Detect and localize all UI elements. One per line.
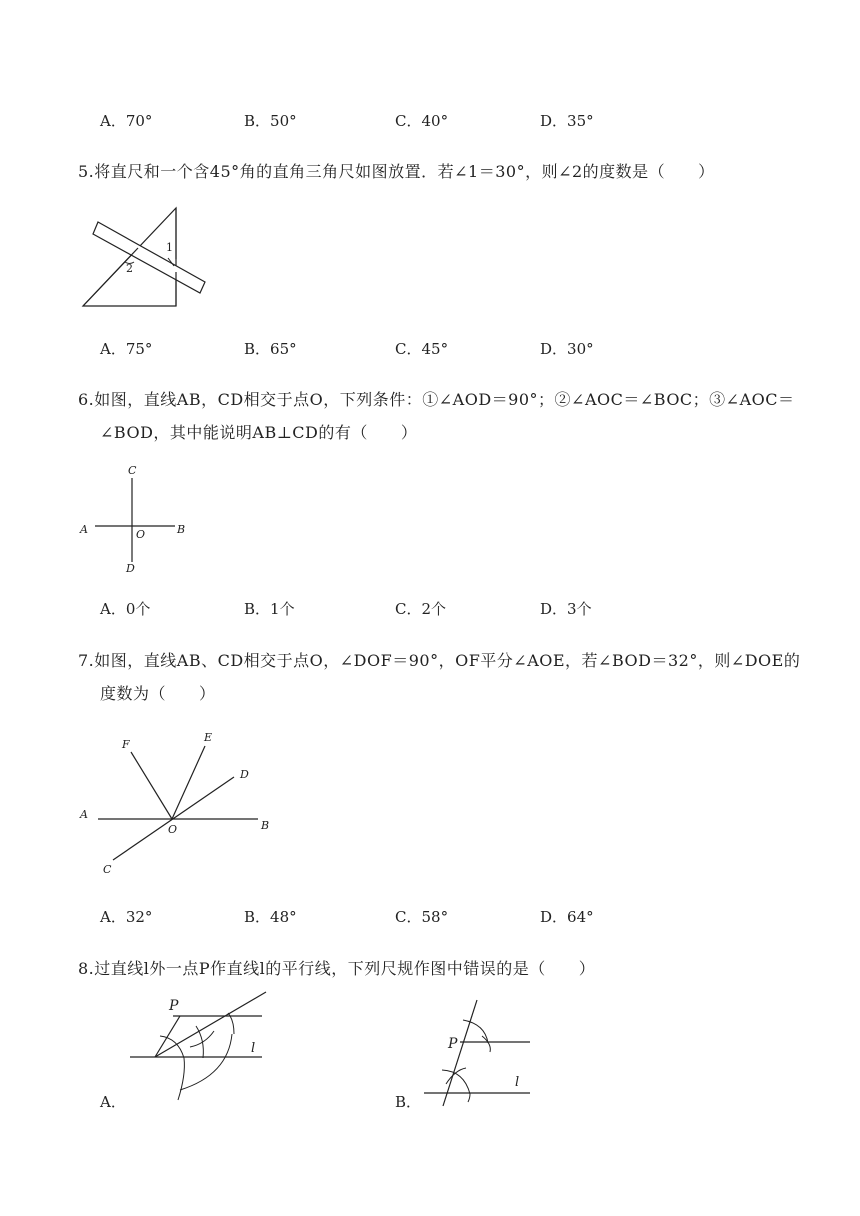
q8-question-text: 8.过直线l外一点P作直线l的平行线，下列尺规作图中错误的是（ ） [78, 959, 596, 978]
q5-label-2: 2 [126, 262, 133, 275]
q6-option-a[interactable]: A．0个 [100, 600, 151, 618]
q5-option-d[interactable]: D．30° [540, 340, 594, 358]
q7-option-d[interactable]: D．64° [540, 908, 594, 926]
q7-option-b[interactable]: B．48° [244, 908, 297, 926]
q6-label-a: A [80, 523, 88, 536]
q4-option-b[interactable]: B．50° [244, 112, 297, 130]
q6-option-b[interactable]: B．1个 [244, 600, 295, 618]
q8a-label-l: l [251, 1041, 256, 1056]
q5-option-b[interactable]: B．65° [244, 340, 297, 358]
q8b-label-p: P [448, 1036, 458, 1052]
q8a-label-p: P [169, 998, 179, 1014]
q7-label-b: B [261, 819, 270, 832]
q6-label-b: B [177, 523, 186, 536]
q8b-label-l: l [515, 1075, 520, 1090]
q7-question-line2: 度数为（ ） [100, 684, 216, 703]
q7-question-line1: 7.如图，直线AB、CD相交于点O，∠DOF＝90°，OF平分∠AOE，若∠BOD＝32°，则∠DOE的 [78, 651, 801, 670]
q7-label-c: C [103, 863, 112, 876]
q7-option-a[interactable]: A．32° [100, 908, 153, 926]
q6-question-line1: 6.如图，直线AB，CD相交于点O，下列条件：①∠AOD＝90°；②∠AOC＝∠BOC；③∠AOC＝ [78, 390, 795, 409]
q8-option-b[interactable]: B． [395, 1093, 422, 1111]
q5-question-text: 5.将直尺和一个含45°角的直角三角尺如图放置．若∠1＝30°，则∠2的度数是（ ） [78, 162, 715, 181]
q7-label-e: E [204, 731, 213, 744]
q5-label-1: 1 [166, 241, 173, 254]
q7-label-d: D [240, 768, 249, 781]
q4-option-a[interactable]: A．70° [100, 112, 153, 130]
q4-option-c[interactable]: C．40° [395, 112, 449, 130]
q7-option-c[interactable]: C．58° [395, 908, 449, 926]
q7-label-f: F [122, 738, 130, 751]
q6-label-d: D [126, 562, 135, 575]
q6-option-d[interactable]: D．3个 [540, 600, 592, 618]
q6-label-c: C [128, 464, 137, 477]
q5-option-c[interactable]: C．45° [395, 340, 449, 358]
q6-option-c[interactable]: C．2个 [395, 600, 447, 618]
q6-question-line2: ∠BOD，其中能说明AB⊥CD的有（ ） [100, 423, 418, 442]
q7-label-a: A [80, 808, 88, 821]
q7-label-o: O [168, 823, 178, 836]
q5-option-a[interactable]: A．75° [100, 340, 153, 358]
q8-option-a[interactable]: A． [100, 1093, 126, 1111]
q4-option-d[interactable]: D．35° [540, 112, 594, 130]
q6-label-o: O [136, 528, 146, 541]
